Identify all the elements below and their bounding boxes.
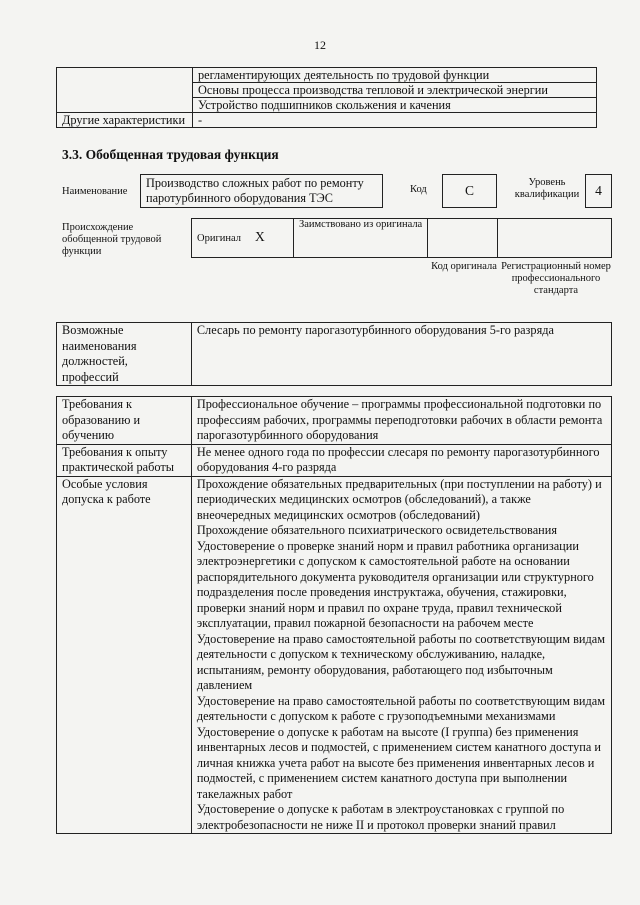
condition-item: Удостоверение на право самостоятельной работы по соответствующим видам деятельности с допуском к техническому обслуживанию, наладке, испытаниям, ремонту оборудования, работающего под избыточным давлением xyxy=(196,631,605,692)
requirement-text: Профессиональное обучение – программы профессиональной подготовки по профессиям рабочих, программы переподготовки рабочих в области ремонта парогазотурбинного оборудования xyxy=(191,397,611,445)
knowledge-cell: регламентирующих деятельность по трудовой функции xyxy=(193,68,597,83)
condition-item: Удостоверение на право самостоятельной работы по соответствующим видам деятельности с допуском к работе с грузоподъемными механизмами xyxy=(196,693,605,723)
other-characteristics-value: - xyxy=(193,113,597,128)
knowledge-cell: Основы процесса производства тепловой и электрической энергии xyxy=(193,83,597,98)
code-label: Код xyxy=(410,184,427,195)
requirement-text: Не менее одного года по профессии слесаря по ремонту парогазотурбинного оборудования 4-го разряда xyxy=(191,444,611,476)
condition-item: Удостоверение о допуске к работам в электроустановках с группой по электробезопасности не ниже II и протокол проверки знаний правил xyxy=(196,802,565,832)
requirement-conditions xyxy=(191,476,611,834)
condition-item: Прохождение обязательных предварительных (при поступлении на работу) и периодических медицинских осмотров (обследований), а также внеочередных медицинских осмотров (обследований) xyxy=(196,476,602,522)
reg-number-cell xyxy=(497,219,611,258)
table-row xyxy=(57,68,597,83)
origin-label: Происхождение обобщенной трудовой функции xyxy=(62,222,162,257)
function-name-box: Производство сложных работ по ремонту паротурбинного оборудования ТЭС xyxy=(140,174,383,208)
original-mark: X xyxy=(255,229,265,244)
requirement-label: Требования к опыту практической работы xyxy=(57,444,192,476)
requirement-label: Требования к образованию и обучению xyxy=(57,397,192,445)
other-characteristics-label: Другие характеристики xyxy=(57,113,193,128)
positions-label: Возможные наименования должностей, профессий xyxy=(57,323,192,386)
borrowed-label: Заимствовано из оригинала xyxy=(293,219,427,258)
table-row xyxy=(57,113,597,128)
level-label: Уровень квалификации xyxy=(514,177,580,200)
knowledge-cell: Устройство подшипников скольжения и качения xyxy=(193,98,597,113)
original-label: Оригинал xyxy=(197,233,241,244)
positions-table xyxy=(56,322,612,386)
reg-number-caption: Регистрационный номер профессионального стандарта xyxy=(501,261,611,296)
condition-item: Удостоверение о допуске к работам на высоте (I группа) без применения инвентарных лесов и подмостей, с применением систем канатного доступа и личная книжка учета работ на высоте без применения инвентарных лесов и подмостей, с применением систем канатного доступа при выполнении такелажных работ xyxy=(196,724,601,801)
requirement-label: Особые условия допуска к работе xyxy=(57,476,192,834)
table-row xyxy=(57,476,612,834)
code-original-cell xyxy=(428,219,498,258)
level-value-box: 4 xyxy=(585,174,612,208)
code-value-box: С xyxy=(442,174,497,208)
positions-value: Слесарь по ремонту парогазотурбинного оборудования 5-го разряда xyxy=(191,323,611,386)
requirements-table xyxy=(56,396,612,834)
page-number: 12 xyxy=(314,38,326,52)
condition-item: Прохождение обязательного психиатрического освидетельствования xyxy=(196,523,557,537)
continuation-table xyxy=(56,67,597,128)
empty-label-cell xyxy=(57,68,193,113)
table-row xyxy=(192,219,612,258)
condition-item: Удостоверение о проверке знаний норм и правил работника организации электроэнергетики с допуском к самостоятельной работе на основании распорядительного документа руководителя организации или структурного подразделения после проведения инструктажа, обучения, стажировки, проверки знаний норм и правил по охране труда, правил технической эксплуатации, правил пожарной безопасности на рабочем месте xyxy=(196,538,594,630)
code-original-caption: Код оригинала xyxy=(431,261,497,272)
section-title: 3.3. Обобщенная трудовая функция xyxy=(62,147,279,162)
table-row xyxy=(57,444,612,476)
origin-table xyxy=(191,218,612,258)
original-cell xyxy=(192,219,294,258)
name-label: Наименование xyxy=(62,186,128,197)
table-row xyxy=(57,323,612,386)
table-row xyxy=(57,397,612,445)
